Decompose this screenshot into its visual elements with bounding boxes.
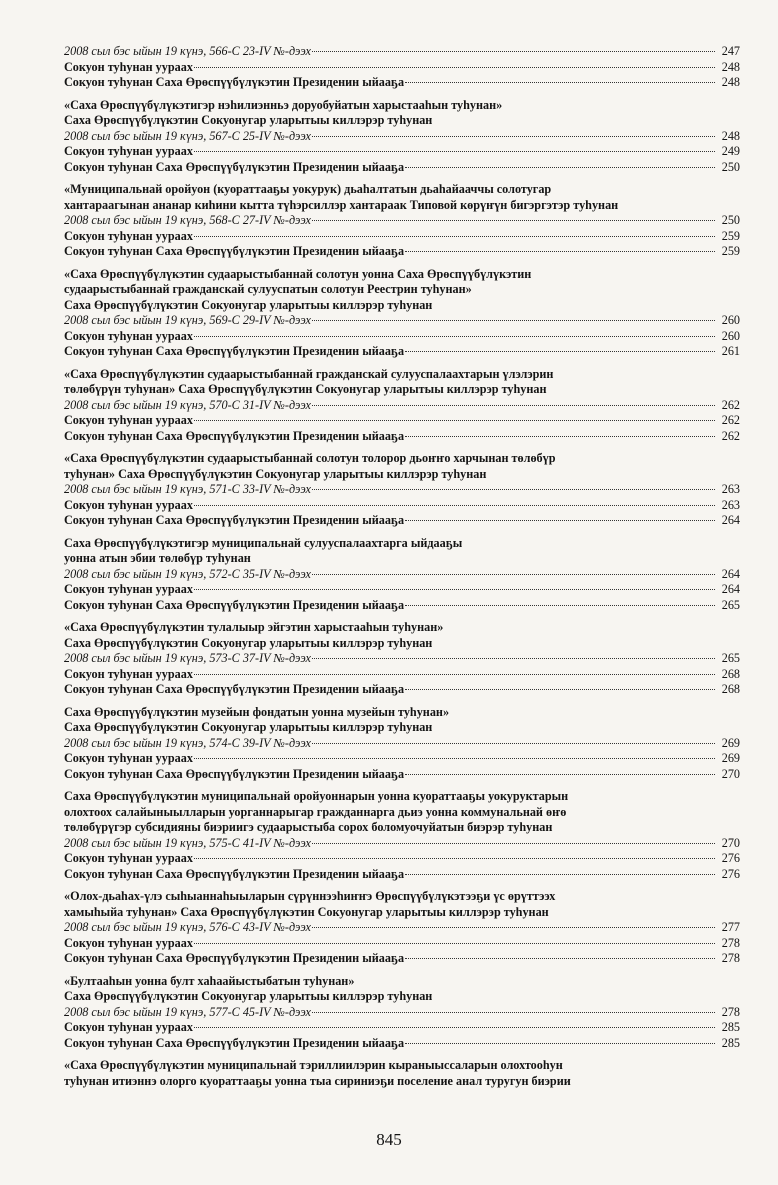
- line-label: Сокуон туһунан Саха Өрөспүүбүлүкэтин Президенин ыйааҕа: [64, 344, 405, 358]
- page-ref: 263: [721, 482, 740, 496]
- line-label: Сокуон туһунан Саха Өрөспүүбүлүкэтин Президенин ыйааҕа: [64, 766, 405, 781]
- entry-title-line: Саха Өрөспүүбүлүкэтин муниципальнай оройуоннарын уонна куораттааҕы уокуруктарын: [64, 789, 569, 803]
- entry-title-line: уонна атын эбии төлөбүр туһунан: [64, 551, 251, 565]
- document-line: [64, 1036, 740, 1052]
- document-line: [64, 75, 740, 91]
- page-ref: 248: [721, 128, 740, 143]
- dot-leader: [312, 51, 715, 52]
- dot-leader: [405, 351, 715, 352]
- line-label: 2008 сыл бэс ыйын 19 күнэ, 573-С 37-IV №-дээх: [64, 651, 311, 665]
- document-line: [64, 144, 740, 160]
- page-ref: 265: [721, 597, 740, 612]
- line-label: 2008 сыл бэс ыйын 19 күнэ, 577-С 45-IV №-дээх: [64, 1004, 311, 1019]
- entry-title-line: Саха Өрөспүүбүлүкэтигэр муниципальнай сулууспалаахтарга ыйдааҕы: [64, 535, 463, 550]
- page-ref: 276: [721, 851, 740, 865]
- entry-title-line: «Саха Өрөспүүбүлүкэтигэр нэһилиэнньэ доруобуйатын харыстааһын туһунан»: [64, 97, 503, 112]
- law-date-line: [64, 398, 740, 414]
- line-label: 2008 сыл бэс ыйын 19 күнэ, 566-С 23-IV №-дээх: [64, 44, 311, 58]
- entry-title-line: туһунан» Саха Өрөспүүбүлүкэтин Сокуонугар уларытыы киллэрэр туһунан: [64, 466, 487, 481]
- page-ref: 270: [721, 766, 740, 781]
- dot-leader: [194, 858, 715, 859]
- line-label: Сокуон туһунан уураах: [64, 1020, 193, 1034]
- page-ref: 268: [721, 666, 740, 681]
- line-label: Сокуон туһунан Саха Өрөспүүбүлүкэтин Президенин ыйааҕа: [64, 428, 405, 443]
- line-label: Сокуон туһунан уураах: [64, 144, 193, 158]
- line-label: Сокуон туһунан Саха Өрөспүүбүлүкэтин Президенин ыйааҕа: [64, 951, 405, 965]
- page-ref: 265: [721, 651, 740, 665]
- page-ref: 278: [721, 1004, 740, 1019]
- document-line: [64, 767, 740, 783]
- line-label: 2008 сыл бэс ыйын 19 күнэ, 576-С 43-IV №-дээх: [64, 920, 311, 934]
- line-label: Сокуон туһунан Саха Өрөспүүбүлүкэтин Президенин ыйааҕа: [64, 1035, 405, 1050]
- page-ref: 264: [721, 513, 740, 527]
- dot-leader: [405, 436, 715, 437]
- page-ref: 263: [721, 497, 740, 512]
- toc-entry: [64, 44, 740, 91]
- law-date-line: [64, 313, 740, 329]
- dot-leader: [405, 1043, 715, 1044]
- dot-leader: [194, 151, 715, 152]
- page-ref: 285: [721, 1020, 740, 1034]
- page-ref: 285: [721, 1035, 740, 1050]
- page-ref: 260: [721, 328, 740, 343]
- toc-entry: [64, 267, 740, 360]
- page-ref: 260: [721, 313, 740, 327]
- dot-leader: [405, 251, 715, 252]
- entry-title-line: төлөбүрүгэр субсидияны биэриигэ судаарыстыба сорох боломуочуйатын биэрэр туһунан: [64, 820, 553, 834]
- entry-title-line: «Олох-дьаһах-үлэ сыһыаннаһыыларын сүрүннээһиҥҥэ Өрөспүүбүлүкэтээҕи үс өрүттээх: [64, 889, 556, 903]
- toc-entry: [64, 182, 740, 260]
- dot-leader: [405, 874, 715, 875]
- line-label: Сокуон туһунан уураах: [64, 666, 193, 681]
- entry-title-line: Саха Өрөспүүбүлүкэтин Сокуонугар уларытыы киллэрэр туһунан: [64, 720, 433, 734]
- document-line: [64, 160, 740, 176]
- document-line: [64, 329, 740, 345]
- dot-leader: [312, 489, 715, 490]
- dot-leader: [405, 774, 715, 775]
- toc-entry: [64, 705, 740, 783]
- entry-title-line: Саха Өрөспүүбүлүкэтин Сокуонугар уларытыы киллэрэр туһунан: [64, 635, 433, 650]
- document-line: [64, 413, 740, 429]
- dot-leader: [194, 236, 715, 237]
- page-ref: 250: [721, 159, 740, 174]
- document-line: [64, 60, 740, 76]
- dot-leader: [194, 1027, 715, 1028]
- dot-leader: [405, 605, 715, 606]
- page-ref: 270: [721, 835, 740, 850]
- law-date-line: [64, 129, 740, 145]
- toc-entry: [64, 1058, 740, 1089]
- document-line: [64, 344, 740, 360]
- document-line: [64, 429, 740, 445]
- document-line: [64, 867, 740, 883]
- dot-leader: [194, 420, 715, 421]
- entry-title-line: туһунан итиэннэ олорго куораттааҕы уонна тыа сириниэҕи поселение анал туругун биэрии: [64, 1073, 571, 1088]
- line-label: Сокуон туһунан Саха Өрөспүүбүлүкэтин Президенин ыйааҕа: [64, 159, 405, 174]
- line-label: Сокуон туһунан Саха Өрөспүүбүлүкэтин Президенин ыйааҕа: [64, 682, 405, 696]
- page-ref: 268: [721, 682, 740, 696]
- dot-leader: [194, 336, 715, 337]
- page-ref: 278: [721, 951, 740, 965]
- toc-entry: [64, 98, 740, 176]
- line-label: Сокуон туһунан уураах: [64, 228, 193, 243]
- page-ref: 248: [721, 75, 740, 89]
- dot-leader: [194, 758, 715, 759]
- line-label: 2008 сыл бэс ыйын 19 күнэ, 569-С 29-IV №-дээх: [64, 313, 311, 327]
- line-label: Сокуон туһунан Саха Өрөспүүбүлүкэтин Президенин ыйааҕа: [64, 244, 405, 258]
- law-date-line: [64, 44, 740, 60]
- line-label: Сокуон туһунан уураах: [64, 497, 193, 512]
- line-label: Сокуон туһунан Саха Өрөспүүбүлүкэтин Президенин ыйааҕа: [64, 597, 405, 612]
- dot-leader: [405, 958, 715, 959]
- page-ref: 278: [721, 935, 740, 950]
- toc-entry: [64, 889, 740, 967]
- page-ref: 264: [721, 566, 740, 581]
- line-label: Сокуон туһунан уураах: [64, 413, 193, 427]
- entry-title-line: «Саха Өрөспүүбүлүкэтин судаарыстыбаннай гражданскай сулууспалаахтарын үлэлэрин: [64, 366, 554, 381]
- page-number: 845: [376, 1130, 402, 1149]
- page-ref: 269: [721, 751, 740, 765]
- dot-leader: [312, 574, 715, 575]
- document-line: [64, 851, 740, 867]
- document-line: [64, 682, 740, 698]
- line-label: Сокуон туһунан уураах: [64, 582, 193, 596]
- entry-title-line: «Саха Өрөспүүбүлүкэтин судаарыстыбаннай солотун толорор дьоҥҥо харчынан төлөбүр: [64, 451, 556, 465]
- dot-leader: [194, 67, 715, 68]
- entry-title-line: хантараагынан ананар киһини кытта түһэрсиллэр хантараак Типовой көрүҥүн бигэргэтэр туһунан: [64, 197, 619, 212]
- document-line: [64, 598, 740, 614]
- dot-leader: [312, 405, 715, 406]
- entry-title-line: Саха Өрөспүүбүлүкэтин музейын фондатын уонна музейын туһунан»: [64, 704, 450, 719]
- entry-title-line: олохтоох салайыныылларын уорганнарыгар гражданнарга дьиэ уонна коммунальнай өҥө: [64, 804, 567, 819]
- toc-entry: [64, 974, 740, 1052]
- toc-entry: [64, 789, 740, 882]
- dot-leader: [194, 505, 715, 506]
- document-line: [64, 951, 740, 967]
- toc-entry: [64, 451, 740, 529]
- entry-title-line: Саха Өрөспүүбүлүкэтин Сокуонугар уларытыы киллэрэр туһунан: [64, 113, 433, 127]
- page-ref: 248: [721, 59, 740, 74]
- line-label: Сокуон туһунан уураах: [64, 328, 193, 343]
- law-date-line: [64, 213, 740, 229]
- entry-title-line: «Саха Өрөспүүбүлүкэтин тулалыыр эйгэтин харыстааһын туһунан»: [64, 620, 444, 634]
- page-ref: 264: [721, 582, 740, 596]
- page-ref: 261: [721, 344, 740, 358]
- dot-leader: [405, 167, 715, 168]
- line-label: Сокуон туһунан уураах: [64, 851, 193, 865]
- document-line: [64, 936, 740, 952]
- entry-title-line: хамыһыйа туһунан» Саха Өрөспүүбүлүкэтин Сокуонугар уларытыы киллэрэр туһунан: [64, 904, 549, 919]
- entry-title-line: «Бултааһын уонна булт хаһаайыстыбатын туһунан»: [64, 973, 355, 988]
- page-ref: 262: [721, 428, 740, 443]
- dot-leader: [312, 927, 715, 928]
- page-ref: 262: [721, 397, 740, 412]
- line-label: Сокуон туһунан уураах: [64, 59, 193, 74]
- document-line: [64, 751, 740, 767]
- document-line: [64, 1020, 740, 1036]
- dot-leader: [405, 520, 715, 521]
- entry-title-line: «Муниципальнай оройуон (куораттааҕы уокурук) дьаһалтатын дьаһайааччы солотугар: [64, 182, 552, 196]
- line-label: 2008 сыл бэс ыйын 19 күнэ, 567-С 25-IV №-дээх: [64, 128, 311, 143]
- document-line: [64, 582, 740, 598]
- line-label: 2008 сыл бэс ыйын 19 күнэ, 575-С 41-IV №-дээх: [64, 835, 311, 850]
- page-ref: 250: [721, 213, 740, 227]
- law-date-line: [64, 651, 740, 667]
- line-label: 2008 сыл бэс ыйын 19 күнэ, 568-С 27-IV №-дээх: [64, 213, 311, 227]
- dot-leader: [312, 743, 715, 744]
- dot-leader: [312, 320, 715, 321]
- law-date-line: [64, 482, 740, 498]
- toc-entry: [64, 367, 740, 445]
- dot-leader: [312, 843, 715, 844]
- dot-leader: [312, 658, 715, 659]
- page-ref: 249: [721, 144, 740, 158]
- document-line: [64, 229, 740, 245]
- law-date-line: [64, 920, 740, 936]
- dot-leader: [194, 943, 715, 944]
- line-label: 2008 сыл бэс ыйын 19 күнэ, 570-С 31-IV №-дээх: [64, 397, 311, 412]
- entry-title-line: судаарыстыбаннай гражданскай сулууспатын солотун Реестрин туһунан»: [64, 282, 472, 296]
- entry-title-line: Саха Өрөспүүбүлүкэтин Сокуонугар уларытыы киллэрэр туһунан: [64, 989, 433, 1003]
- line-label: Сокуон туһунан уураах: [64, 935, 193, 950]
- document-line: [64, 244, 740, 260]
- page-ref: 276: [721, 866, 740, 881]
- document-line: [64, 498, 740, 514]
- page-ref: 247: [721, 44, 740, 58]
- document-line: [64, 513, 740, 529]
- line-label: Сокуон туһунан Саха Өрөспүүбүлүкэтин Президенин ыйааҕа: [64, 75, 405, 89]
- toc-entry: [64, 620, 740, 698]
- law-date-line: [64, 836, 740, 852]
- entry-title-line: «Саха Өрөспүүбүлүкэтин судаарыстыбаннай солотун уонна Саха Өрөспүүбүлүкэтин: [64, 266, 532, 281]
- entry-title-line: төлөбүрүн туһунан» Саха Өрөспүүбүлүкэтин Сокуонугар уларытыы киллэрэр туһунан: [64, 382, 547, 396]
- dot-leader: [194, 589, 715, 590]
- entry-title-line: Саха Өрөспүүбүлүкэтин Сокуонугар уларытыы киллэрэр туһунан: [64, 297, 433, 312]
- dot-leader: [312, 220, 715, 221]
- law-date-line: [64, 1005, 740, 1021]
- line-label: 2008 сыл бэс ыйын 19 күнэ, 574-С 39-IV №-дээх: [64, 735, 311, 750]
- page-ref: 259: [721, 244, 740, 258]
- document-line: [64, 667, 740, 683]
- toc-entry: [64, 536, 740, 614]
- dot-leader: [405, 82, 715, 83]
- entry-title-line: «Саха Өрөспүүбүлүкэтин муниципальнай тэриллиилэрин кыраныыссаларын олохтооһун: [64, 1058, 563, 1072]
- law-date-line: [64, 736, 740, 752]
- dot-leader: [405, 689, 715, 690]
- dot-leader: [194, 674, 715, 675]
- page-ref: 269: [721, 735, 740, 750]
- page-ref: 262: [721, 413, 740, 427]
- page-ref: 277: [721, 920, 740, 934]
- line-label: Сокуон туһунан Саха Өрөспүүбүлүкэтин Президенин ыйааҕа: [64, 866, 405, 881]
- line-label: Сокуон туһунан уураах: [64, 751, 193, 765]
- dot-leader: [312, 136, 715, 137]
- line-label: 2008 сыл бэс ыйын 19 күнэ, 572-С 35-IV №-дээх: [64, 566, 311, 581]
- page-ref: 259: [721, 228, 740, 243]
- law-date-line: [64, 567, 740, 583]
- dot-leader: [312, 1012, 715, 1013]
- line-label: Сокуон туһунан Саха Өрөспүүбүлүкэтин Президенин ыйааҕа: [64, 513, 405, 527]
- table-of-contents: [64, 44, 740, 1089]
- line-label: 2008 сыл бэс ыйын 19 күнэ, 571-С 33-IV №-дээх: [64, 482, 311, 496]
